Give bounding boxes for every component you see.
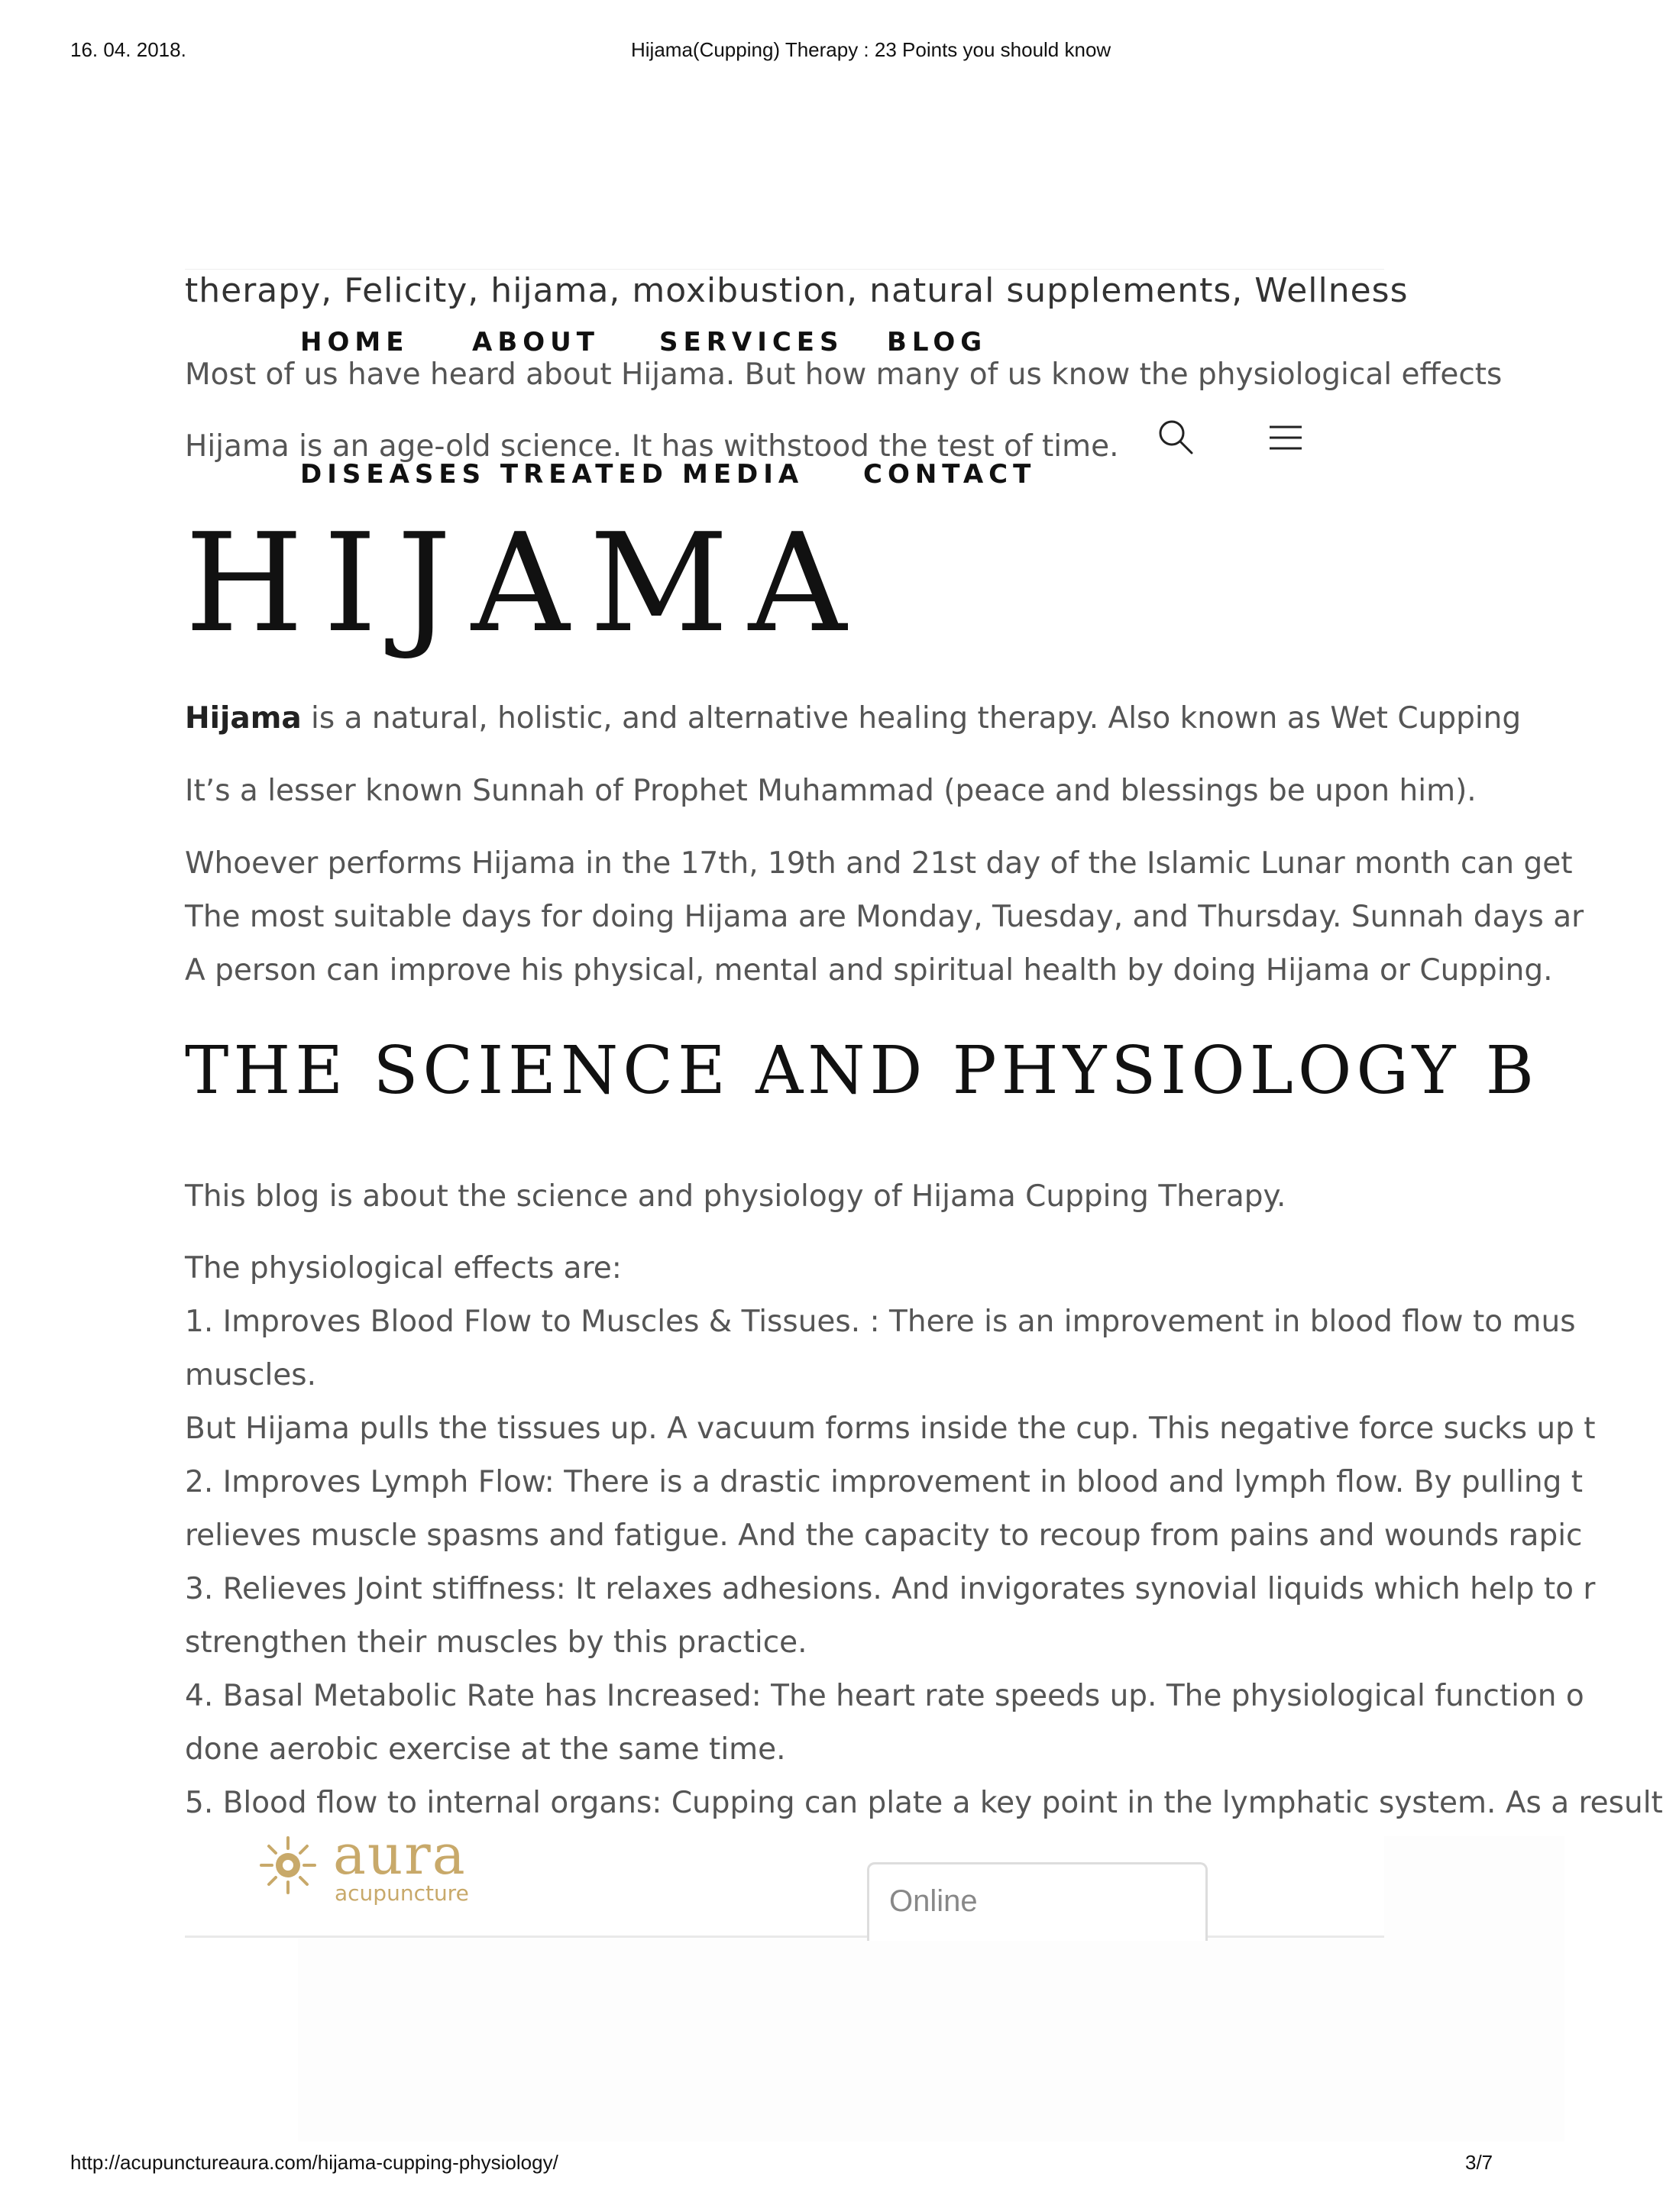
nav-contact[interactable]: CONTACT bbox=[863, 459, 1037, 490]
nav-media[interactable]: MEDIA bbox=[682, 459, 804, 490]
hijama-p3-line-1: Whoever performs Hijama in the 17th, 19th and 21st day of the Islamic Lunar month can get bbox=[185, 846, 1573, 881]
nav-about[interactable]: ABOUT bbox=[472, 327, 600, 357]
science-heading-clip bbox=[185, 1033, 1538, 1124]
hijama-p3-line-3: A person can improve his physical, mental and spiritual health by doing Hijama or Cupping. bbox=[185, 953, 1553, 988]
intro-line-1: Most of us have heard about Hijama. But how many of us know the physiological effects bbox=[185, 357, 1503, 392]
science-line-2: 1. Improves Blood Flow to Muscles & Tissues. : There is an improvement in blood flow to mus bbox=[185, 1305, 1576, 1339]
science-line-9: 4. Basal Metabolic Rate has Increased: The heart rate speeds up. The physiological function o bbox=[185, 1679, 1584, 1713]
intro-line-2: Hijama is an age-old science. It has withstood the test of time. bbox=[185, 429, 1119, 464]
nav-home[interactable]: HOME bbox=[300, 327, 409, 357]
print-date: 16. 04. 2018. bbox=[70, 38, 186, 61]
sun-logo-icon bbox=[260, 1835, 316, 1896]
science-line-6: relieves muscle spasms and fatigue. And the capacity to recoup from pains and wounds rapic bbox=[185, 1518, 1583, 1553]
science-line-8: strengthen their muscles by this practice. bbox=[185, 1625, 807, 1660]
science-line-7: 3. Relieves Joint stiffness: It relaxes adhesions. And invigorates synovial liquids which help to r bbox=[185, 1572, 1596, 1606]
science-line-5: 2. Improves Lymph Flow: There is a drastic improvement in blood and lymph flow. By pulling t bbox=[185, 1465, 1584, 1499]
hijama-lead-bold: Hijama bbox=[185, 701, 302, 736]
intro-line-1-clip bbox=[185, 357, 1503, 400]
science-line-11: 5. Blood flow to internal organs: Cupping can plate a key point in the lymphatic system. As a result bbox=[185, 1786, 1663, 1820]
hijama-p3-line-2: The most suitable days for doing Hijama are Monday, Tuesday, and Thursday. Sunnah days ar bbox=[185, 900, 1584, 934]
science-line-10: done aerobic exercise at the same time. bbox=[185, 1732, 786, 1767]
search-icon[interactable] bbox=[1157, 419, 1194, 455]
online-chat-box[interactable] bbox=[867, 1862, 1208, 1941]
hijama-lead bbox=[185, 701, 1521, 736]
hijama-p3-clip bbox=[185, 846, 1584, 999]
nav-services[interactable]: SERVICES bbox=[659, 327, 844, 357]
hamburger-menu-icon[interactable] bbox=[1268, 425, 1303, 451]
print-page-number: 3/7 bbox=[1465, 2151, 1493, 2174]
print-url: http://acupunctureaura.com/hijama-cupping-physiology/ bbox=[70, 2151, 558, 2174]
print-title: Hijama(Cupping) Therapy : 23 Points you should know bbox=[631, 38, 1111, 61]
hijama-lead-rest: is a natural, holistic, and alternative healing therapy. Also known as Wet Cupping bbox=[301, 701, 1522, 736]
nav-blog[interactable]: BLOG bbox=[887, 327, 988, 357]
logo-subtitle: acupuncture bbox=[335, 1881, 469, 1906]
hijama-p2: It’s a lesser known Sunnah of Prophet Muhammad (peace and blessings be upon him). bbox=[185, 774, 1477, 808]
online-label: Online bbox=[889, 1884, 978, 1918]
tags-line-container bbox=[185, 269, 1409, 315]
science-line-3: muscles. bbox=[185, 1358, 317, 1392]
hijama-heading: HIJAMA bbox=[185, 504, 867, 662]
science-heading: THE SCIENCE AND PHYSIOLOGY B bbox=[185, 1033, 1538, 1109]
logo-word[interactable]: aura bbox=[333, 1822, 467, 1887]
tags-line[interactable]: therapy, Felicity, hijama, moxibustion, natural supplements, Wellness bbox=[185, 271, 1409, 310]
science-line-4: But Hijama pulls the tissues up. A vacuum forms inside the cup. This negative force sucks up t bbox=[185, 1412, 1596, 1446]
science-body-clip bbox=[185, 1251, 1663, 1839]
nav-diseases-treated[interactable]: DISEASES TREATED bbox=[300, 459, 668, 490]
science-p1: This blog is about the science and physiology of Hijama Cupping Therapy. bbox=[185, 1179, 1286, 1214]
hijama-lead-clip bbox=[185, 701, 1522, 745]
science-line-1: The physiological effects are: bbox=[185, 1251, 622, 1285]
